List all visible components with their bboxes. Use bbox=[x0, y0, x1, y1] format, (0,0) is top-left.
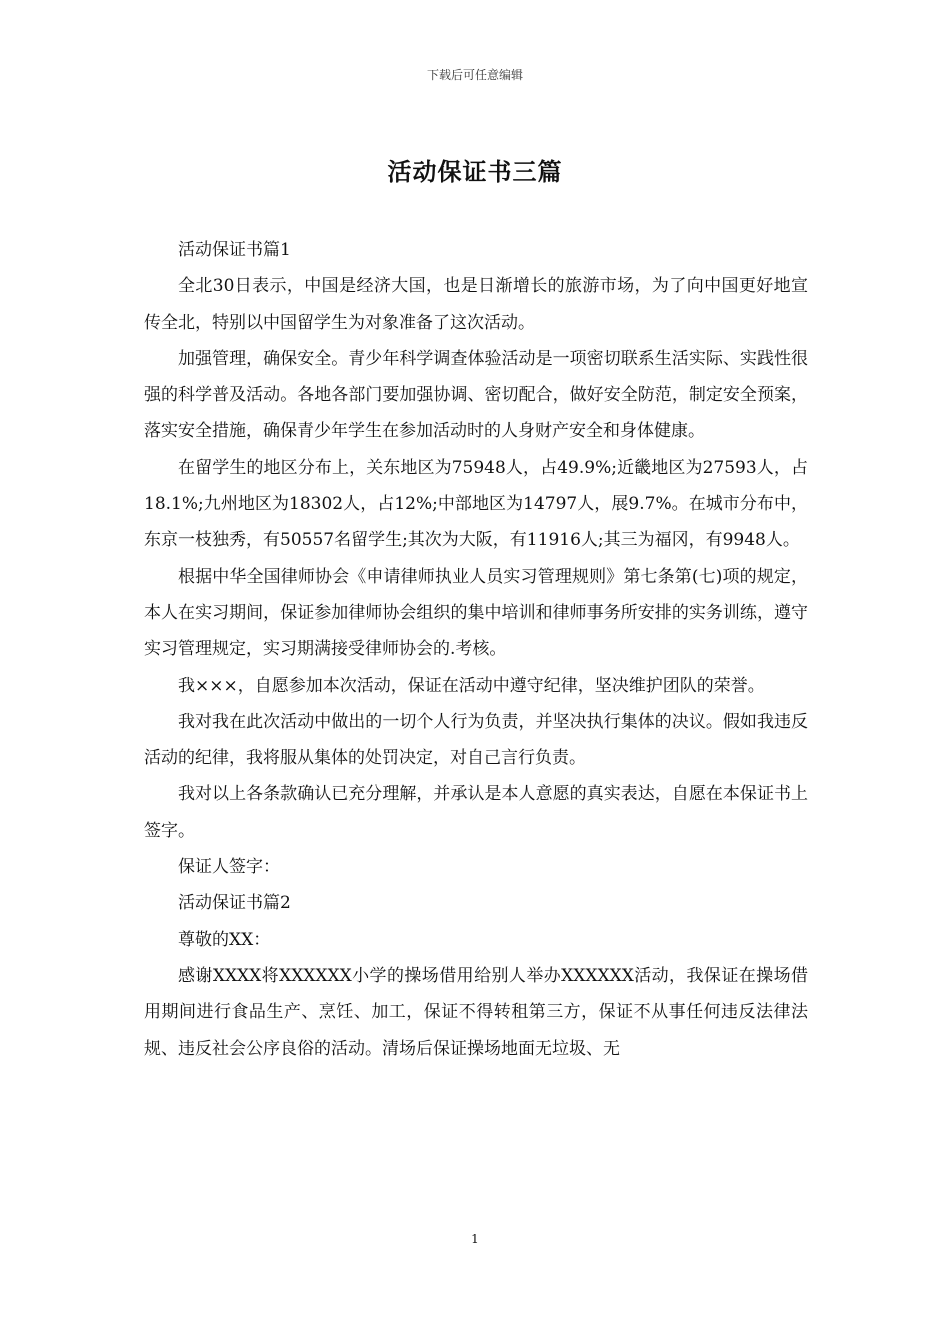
document-body bbox=[144, 232, 808, 1067]
signature-line: 保证人签字： bbox=[178, 857, 280, 878]
section-heading-2: 活动保证书篇2 bbox=[178, 893, 291, 914]
header-note: 下载后可任意编辑 bbox=[426, 68, 523, 82]
salutation: 尊敬的XX： bbox=[178, 929, 271, 950]
document-title: 活动保证书三篇 bbox=[387, 158, 563, 186]
paragraph: 我对以上各条款确认已充分理解，并承认是本人意愿的真实表达，自愿在本保证书上签字。 bbox=[144, 784, 808, 841]
page-number: 1 bbox=[471, 1232, 479, 1246]
paragraph: 在留学生的地区分布上，关东地区为75948人，占49.9%;近畿地区为27593人，占18.1%;九州地区为18302人，占12%;中部地区为14797人，展9.7%。在城市分布中，东京一枝独秀，有50557名留学生;其次为大阪，有11916人;其三为福冈，有9948人。 bbox=[144, 457, 808, 551]
section-heading-1: 活动保证书篇1 bbox=[178, 240, 291, 260]
paragraph: 我×××，自愿参加本次活动，保证在活动中遵守纪律，坚决维护团队的荣誉。 bbox=[178, 675, 765, 696]
paragraph: 根据中华全国律师协会《申请律师执业人员实习管理规则》第七条第(七)项的规定，本人在实习期间，保证参加律师协会组织的集中培训和律师事务所安排的实务训练，遵守实习管理规定，实习期满接受律师协会的.考核。 bbox=[144, 566, 808, 660]
paragraph: 感谢XXXX将XXXXXX小学的操场借用给别人举办XXXXXX活动，我保证在操场借用期间进行食品生产、烹饪、加工，保证不得转租第三方，保证不从事任何违反法律法规、违反社会公序良俗的活动。清场后保证操场地面无垃圾、无 bbox=[144, 965, 808, 1059]
paragraph: 我对我在此次活动中做出的一切个人行为负责，并坚决执行集体的决议。假如我违反活动的纪律，我将服从集体的处罚决定，对自己言行负责。 bbox=[144, 711, 808, 769]
paragraph: 全北30日表示，中国是经济大国，也是日渐增长的旅游市场，为了向中国更好地宣传全北，特别以中国留学生为对象准备了这次活动。 bbox=[144, 276, 808, 333]
paragraph: 加强管理，确保安全。青少年科学调查体验活动是一项密切联系生活实际、实践性很强的科学普及活动。各地各部门要加强协调、密切配合，做好安全防范，制定安全预案，落实安全措施，确保青少年学生在参加活动时的人身财产安全和身体健康。 bbox=[144, 348, 808, 442]
